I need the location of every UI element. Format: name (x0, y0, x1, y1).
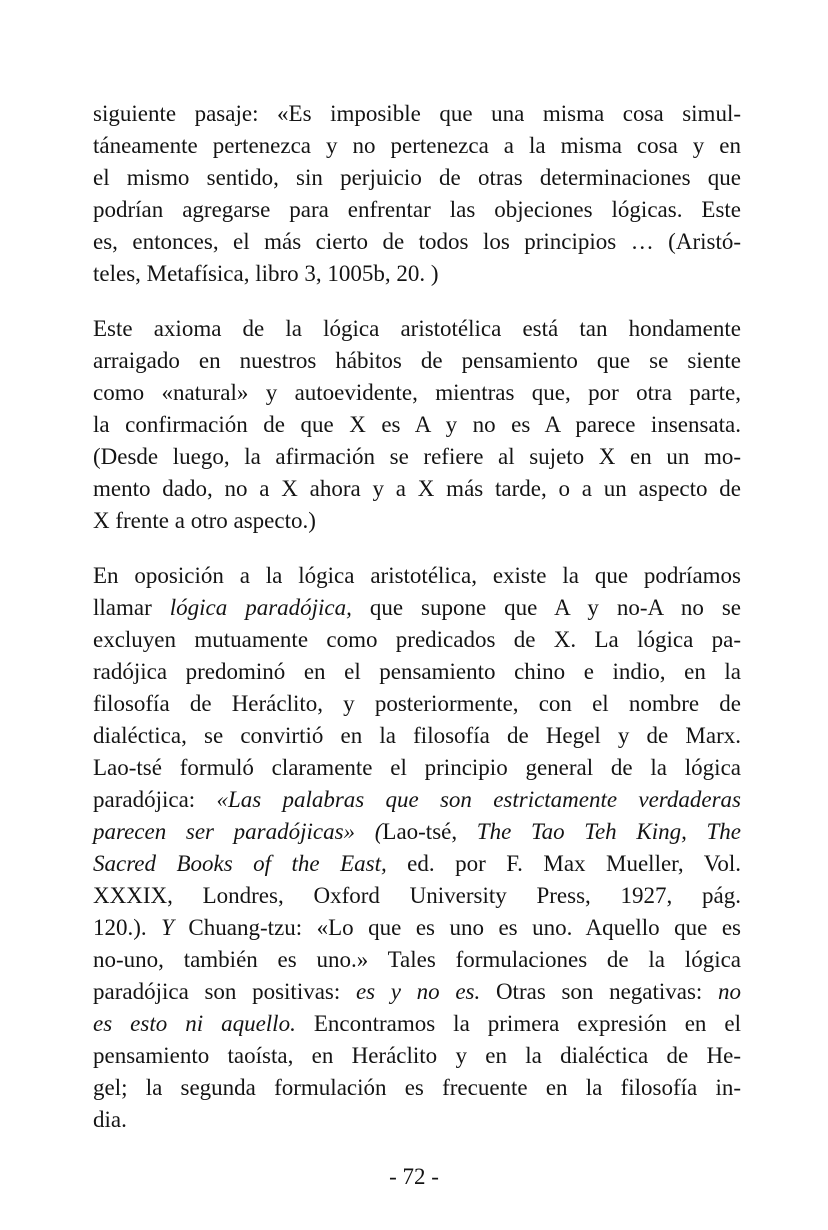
text-segment: teles, Metafísica, libro 3, 1005b, 20. ) (93, 261, 439, 286)
text-line (93, 880, 741, 912)
italic-text-segment: The Tao Teh King, The (476, 819, 741, 844)
text-line (93, 1040, 741, 1072)
italic-text-segment: no (718, 979, 741, 1004)
text-line (93, 688, 741, 720)
text-line (93, 441, 741, 473)
italic-text-segment: lógica paradójica, (169, 595, 352, 620)
text-line (93, 505, 741, 537)
text-segment: Este axioma de la lógica aristotélica está tan hondamente (93, 316, 741, 341)
text-segment: siguiente pasaje: «Es imposible que una misma cosa simul- (93, 101, 741, 126)
text-segment: XXXIX, Londres, Oxford University Press, 1927, pág. (93, 883, 741, 908)
text-segment: Encontramos la primera expresión en el (295, 1011, 741, 1036)
text-line (93, 226, 741, 258)
text-line (93, 409, 741, 441)
text-segment: 120.). (93, 915, 162, 940)
text-line (93, 592, 741, 624)
text-line (93, 473, 741, 505)
text-line (93, 1072, 741, 1104)
text-line (93, 313, 741, 345)
text-line (93, 560, 741, 592)
text-line (93, 377, 741, 409)
text-line (93, 98, 741, 130)
text-segment: es, entonces, el más cierto de todos los principios … (Aristó- (93, 229, 741, 254)
text-segment: En oposición a la lógica aristotélica, existe la que podríamos (93, 563, 741, 588)
paragraph (93, 560, 741, 1136)
text-segment: la confirmación de que X es A y no es A parece insensata. (93, 412, 741, 437)
paragraph (93, 98, 741, 290)
text-segment: (Desde luego, la afirmación se refiere al sujeto X en un mo- (93, 444, 741, 469)
text-line (93, 720, 741, 752)
text-segment: mento dado, no a X ahora y a X más tarde, o a un aspecto de (93, 476, 741, 501)
text-segment: paradójica: (93, 787, 217, 812)
text-segment: como «natural» y autoevidente, mientras que, por otra parte, (93, 380, 741, 405)
text-segment: táneamente pertenezca y no pertenezca a la misma cosa y en (93, 133, 741, 158)
text-segment: excluyen mutuamente como predicados de X. La lógica pa- (93, 627, 741, 652)
italic-text-segment: es esto ni aquello. (93, 1011, 296, 1036)
text-segment: gel; la segunda formulación es frecuente en la filosofía in- (93, 1075, 741, 1100)
text-line (93, 258, 741, 290)
text-block (93, 98, 741, 1136)
text-segment: no-uno, también es uno.» Tales formulaciones de la lógica (93, 947, 741, 972)
italic-text-segment: parecen ser paradójicas» ( (93, 819, 383, 844)
text-segment: dialéctica, se convirtió en la filosofía de Hegel y de Marx. (93, 723, 741, 748)
text-line (93, 976, 741, 1008)
text-segment: podrían agregarse para enfrentar las objeciones lógicas. Este (93, 197, 741, 222)
text-line (93, 912, 741, 944)
text-line (93, 1008, 741, 1040)
italic-text-segment: Y (161, 915, 174, 940)
text-segment: radójica predominó en el pensamiento chino e indio, en la (93, 659, 741, 684)
text-segment: que supone que A y no-A no se (351, 595, 741, 620)
text-line (93, 345, 741, 377)
text-line (93, 194, 741, 226)
text-line (93, 752, 741, 784)
text-segment: llamar (93, 595, 170, 620)
text-line (93, 1104, 741, 1136)
text-segment: ed. por F. Max Mueller, Vol. (386, 851, 741, 876)
text-segment: el mismo sentido, sin perjuicio de otras determinaciones que (93, 165, 741, 190)
page-number: - 72 - (389, 1164, 439, 1189)
text-line (93, 944, 741, 976)
text-line (93, 624, 741, 656)
text-segment: paradójica son positivas: (93, 979, 356, 1004)
text-line (93, 656, 741, 688)
text-segment: Lao-tsé formuló claramente el principio general de la lógica (93, 755, 741, 780)
italic-text-segment: Sacred Books of the East, (93, 851, 387, 876)
text-segment: dia. (93, 1107, 127, 1132)
text-segment: Otras son negativas: (480, 979, 718, 1004)
italic-text-segment: «Las palabras que son estrictamente verdaderas (216, 787, 741, 812)
text-line (93, 162, 741, 194)
text-segment: Chuang-tzu: «Lo que es uno es uno. Aquello que es (173, 915, 741, 940)
italic-text-segment: es y no es. (355, 979, 481, 1004)
text-segment: Lao-tsé, (382, 819, 477, 844)
paragraph (93, 313, 741, 537)
text-segment: arraigado en nuestros hábitos de pensamiento que se siente (93, 348, 741, 373)
text-line (93, 784, 741, 816)
text-line (93, 130, 741, 162)
text-segment: filosofía de Heráclito, y posteriormente, con el nombre de (93, 691, 741, 716)
text-segment: X frente a otro aspecto.) (93, 508, 316, 533)
text-segment: pensamiento taoísta, en Heráclito y en la dialéctica de He- (93, 1043, 741, 1068)
text-line (93, 848, 741, 880)
text-line (93, 816, 741, 848)
